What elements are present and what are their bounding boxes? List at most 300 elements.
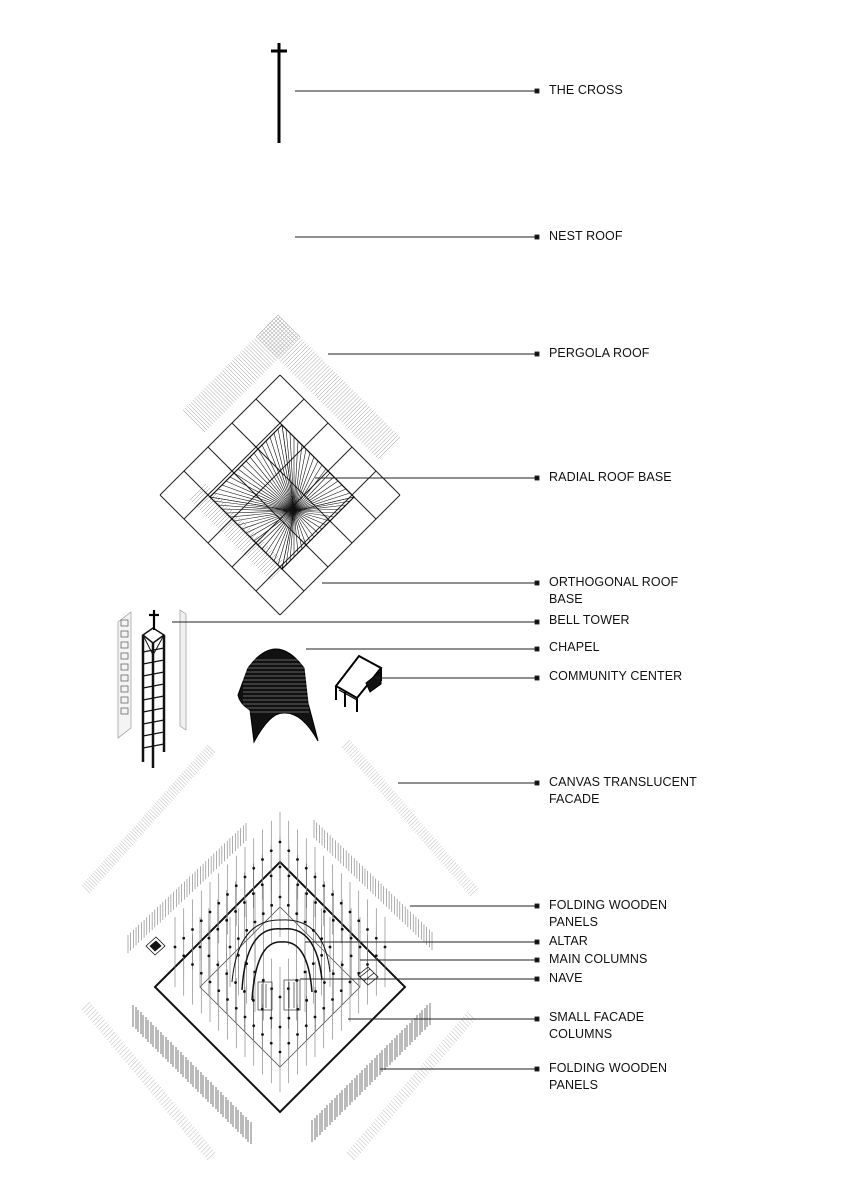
pergola-slat [204,498,220,514]
canvas-slat [151,1085,159,1093]
canvas-slat [457,873,465,881]
pergola-slat [341,400,363,422]
pergola-slat [238,532,254,548]
canvas-slat [461,877,469,885]
canvas-slat [123,839,131,847]
canvas-slat [468,886,476,894]
canvas-slat [459,1021,467,1029]
radial-rib [274,433,294,511]
column-joint [279,1026,282,1029]
pergola-slat [339,398,361,420]
canvas-slat [417,827,425,835]
column-joint [332,919,335,922]
column-joint [305,1024,308,1027]
canvas-slat [383,1110,391,1118]
community-center-volume [336,656,381,712]
canvas-slat [101,1025,109,1033]
canvas-slat [95,1017,103,1025]
column-joint [245,929,248,932]
canvas-slat [136,1067,144,1075]
pergola-slat [234,528,250,544]
column-joint [254,921,257,924]
column-joint [182,954,185,957]
column-joint [279,896,282,899]
column-joint [262,912,265,915]
canvas-slat [134,1065,142,1073]
canvas-slat [166,791,174,799]
canvas-slat [157,801,165,809]
pergola-slat [366,425,388,447]
pergola-slat [358,417,380,439]
pergola-slat [230,524,246,540]
label-nest-roof: NEST ROOF [549,229,623,243]
canvas-slat [455,871,463,879]
canvas-slat [196,757,204,765]
canvas-slat [432,844,440,852]
column-joint [270,849,273,852]
pergola-slat [337,396,359,418]
canvas-slat [82,885,90,893]
canvas-slat [427,1059,435,1067]
pergola-slat [256,315,278,337]
canvas-slat [168,789,176,797]
canvas-slat [95,871,103,879]
canvas-slat [202,751,210,759]
canvas-slat [148,811,156,819]
pergola-slat [374,433,396,455]
canvas-slat [138,1070,146,1078]
label-small-facade-columns [549,1009,644,1043]
pergola-slat [278,337,300,359]
pergola-slat [350,409,372,431]
canvas-slat [435,1049,443,1057]
canvas-slat [424,835,432,843]
canvas-slat [126,1055,134,1063]
canvas-slat [377,1117,385,1125]
column-joint [287,849,290,852]
column-joint [279,1051,282,1054]
canvas-slat [143,817,151,825]
canvas-slat [388,793,396,801]
label-line: COLUMNS [549,1027,613,1041]
column-joint [279,841,282,844]
canvas-slat [161,797,169,805]
canvas-slat [190,1132,198,1140]
canvas-slat [102,863,110,871]
canvas-slat [170,1107,178,1115]
pergola-slat [198,492,214,508]
column-joint [225,919,228,922]
canvas-slat [177,779,185,787]
main-columns [175,812,385,1092]
canvas-slat [207,1152,215,1160]
pergola-slat [321,380,343,402]
pergola-slat [329,388,351,410]
canvas-slat [437,850,445,858]
pergola-slat [276,335,298,357]
canvas-slat [128,833,136,841]
canvas-slat [96,869,104,877]
canvas-slat [399,1091,407,1099]
column-joint [217,902,220,905]
canvas-slat [369,772,377,780]
canvas-slat [188,1130,196,1138]
column-joint [191,928,194,931]
canvas-slat [347,1152,355,1160]
canvas-slat [404,812,412,820]
canvas-slat [100,865,108,873]
canvas-slat [115,1042,123,1050]
pergola-slat [266,325,288,347]
column-joint [252,1024,255,1027]
radial-rib [238,511,294,525]
column-joint [323,981,326,984]
canvas-slat [360,761,368,769]
pergola-slat [236,530,252,546]
column-joint [314,901,317,904]
bell-tower [118,610,186,768]
label-line: BASE [549,592,583,606]
canvas-slat [465,1014,473,1022]
pergola-slat [378,437,400,459]
column-joint [357,919,360,922]
canvas-slat [109,1035,117,1043]
pergola-slat [260,554,276,570]
canvas-slat [430,841,438,849]
column-joint [287,904,290,907]
canvas-slat [425,1061,433,1069]
canvas-slat [373,1122,381,1130]
canvas-slat [120,1047,128,1055]
pergola-slat [200,494,216,510]
canvas-slat [401,808,409,816]
column-joint [341,963,344,966]
canvas-slat [86,881,94,889]
pergola-slat [370,429,392,451]
canvas-slat [355,755,363,763]
pergola-slat [280,339,302,361]
canvas-slat [409,1080,417,1088]
column-joint [225,972,228,975]
canvas-slat [366,767,374,775]
canvas-slat [377,780,385,788]
pergola-slat [214,508,230,524]
radial-rib [294,511,322,529]
canvas-slat [88,1010,96,1018]
canvas-slat [86,1007,94,1015]
canvas-slat [201,1145,209,1153]
canvas-slat [353,753,361,761]
column-joint [314,990,317,993]
canvas-slat [391,1101,399,1109]
canvas-slat [165,1102,173,1110]
column-joint [226,998,229,1001]
grid-line [160,495,280,615]
pergola-slat [291,350,313,372]
column-joint [323,910,326,913]
column-joint [375,954,378,957]
label-line: FACADE [549,792,600,806]
column-joint [244,1016,247,1019]
column-joint [349,981,352,984]
canvas-slat [353,1145,361,1153]
pergola-slat [303,362,325,384]
grid-line [160,375,280,495]
grid-line [208,423,328,543]
canvas-slat [191,763,199,771]
canvas-slat [90,1012,98,1020]
column-joint [314,1016,317,1019]
canvas-slat [182,773,190,781]
pergola-slat [313,372,335,394]
canvas-slat [349,1150,357,1158]
pergola-slat [368,427,390,449]
canvas-slat [159,799,167,807]
canvas-slat [145,1077,153,1085]
column-joint [243,901,246,904]
canvas-slat [207,745,215,753]
column-joint [341,928,344,931]
label-community-center: COMMUNITY CENTER [549,669,683,683]
pergola-slat [311,370,333,392]
canvas-slat [195,759,203,767]
canvas-slat [82,1002,90,1010]
column-joint [261,1033,264,1036]
canvas-slat [395,1096,403,1104]
canvas-slat [382,787,390,795]
canvas-slat [461,1019,469,1027]
canvas-slat [186,769,194,777]
column-joint [384,946,387,949]
canvas-slat [410,818,418,826]
canvas-slat [198,755,206,763]
pergola-slat [327,386,349,408]
pergola-slat [216,510,232,526]
canvas-slat [407,1082,415,1090]
canvas-slat [186,1127,194,1135]
pergola-slat [360,419,382,441]
canvas-slat [421,831,429,839]
canvas-slat [463,1017,471,1025]
column-joint [235,884,238,887]
canvas-slat [205,1150,213,1158]
column-joint [305,999,308,1002]
column-joint [296,1033,299,1036]
column-joint [216,928,219,931]
column-joint [296,858,299,861]
radial-roof-base [210,425,354,569]
column-joint [287,1042,290,1045]
canvas-slat [375,1119,383,1127]
canvas-slat [98,867,106,875]
canvas-slat [451,1031,459,1039]
pergola-slat [364,423,386,445]
label-line: ORTHOGONAL ROOF [549,575,679,589]
canvas-slat [439,852,447,860]
canvas-slat [195,1137,203,1145]
canvas-slat [421,1066,429,1074]
column-joint [270,904,273,907]
canvas-slat [146,813,154,821]
canvas-slat [178,1117,186,1125]
canvas-slat [435,848,443,856]
column-joint [305,867,308,870]
canvas-slat [182,1122,190,1130]
canvas-slat [197,1140,205,1148]
canvas-slat [107,1032,115,1040]
pergola-slat [343,402,365,424]
canvas-slat [439,1045,447,1053]
canvas-slat [431,1054,439,1062]
canvas-slat [180,1120,188,1128]
canvas-slat [365,1131,373,1139]
canvas-slat [99,1022,107,1030]
column-joint [296,883,299,886]
canvas-slat [111,853,119,861]
canvas-slat [397,1094,405,1102]
pergola-slat [287,346,309,368]
pergola-slat [222,516,238,532]
pergola-slat [284,343,306,365]
canvas-slat [128,1057,136,1065]
label-altar: ALTAR [549,934,588,948]
column-joint [287,1017,290,1020]
pergola-slat [293,352,315,374]
canvas-slat [423,1063,431,1071]
column-joint [312,962,315,965]
column-joint [270,1017,273,1020]
canvas-slat [358,759,366,767]
canvas-slat [361,1136,369,1144]
canvas-slat [380,784,388,792]
canvas-slat [111,1037,119,1045]
canvas-slat [103,861,111,869]
canvas-slat [187,767,195,775]
pergola-slat [262,556,278,572]
label-line: SMALL FACADE [549,1010,645,1024]
canvas-slat [453,1028,461,1036]
label-nave: NAVE [549,971,583,985]
pergola-slat [301,360,323,382]
canvas-slat [457,1024,465,1032]
canvas-slat [152,807,160,815]
canvas-slat [465,882,473,890]
canvas-slat [93,873,101,881]
pergola-slat [246,540,262,556]
column-joint [234,910,237,913]
pergola-slat [270,329,292,351]
canvas-slat [445,1038,453,1046]
column-joint [252,867,255,870]
canvas-slat [192,1135,200,1143]
pergola-slat [264,323,286,345]
pergola-slat [268,327,290,349]
column-joint [207,954,210,957]
label-main-columns: MAIN COLUMNS [549,952,648,966]
canvas-slat [139,821,147,829]
column-joint [322,1007,325,1010]
canvas-slat [459,875,467,883]
column-joint [340,989,343,992]
canvas-slat [105,1030,113,1038]
canvas-slat [164,793,172,801]
pergola-slat [356,415,378,437]
pergola-slat [210,504,226,520]
canvas-slat [105,859,113,867]
pergola-slat [272,331,294,353]
column-joint [174,946,177,949]
canvas-slat [452,867,460,875]
canvas-slat [193,761,201,769]
canvas-slat [393,799,401,807]
canvas-slat [411,1077,419,1085]
canvas-slat [454,869,462,877]
canvas-slat [433,846,441,854]
column-joint [262,979,265,982]
column-joint [200,919,203,922]
canvas-slat [203,749,211,757]
column-joint [217,989,220,992]
canvas-slat [163,1100,171,1108]
canvas-slat [446,861,454,869]
column-joint [270,1042,273,1045]
pergola-slat [335,394,357,416]
canvas-slat [379,1115,387,1123]
canvas-slat [184,771,192,779]
column-joint [322,884,325,887]
canvas-slat [369,1126,377,1134]
canvas-slat [97,1020,105,1028]
canvas-slat [363,1133,371,1141]
canvas-slat [415,825,423,833]
column-joint [207,937,210,940]
pergola-slat [307,366,329,388]
canvas-slat [167,1105,175,1113]
canvas-slat [371,1124,379,1132]
pergola-slat [319,378,341,400]
canvas-slat [117,1045,125,1053]
canvas-slat [173,783,181,791]
pergola-slat [260,319,282,341]
canvas-slat [417,1070,425,1078]
canvas-slat [355,1143,363,1151]
pergola-slat [256,550,272,566]
canvas-slat [171,785,179,793]
canvas-slat [413,1075,421,1083]
canvas-slat [362,763,370,771]
canvas-slat [422,833,430,841]
cross-element [271,43,287,143]
canvas-slat [426,837,434,845]
column-joint [199,946,202,949]
canvas-slat [368,770,376,778]
canvas-slat [371,774,379,782]
canvas-slat [122,1050,130,1058]
canvas-slat [346,744,354,752]
column-joint [279,996,282,999]
label-folding-wooden-panels-upper [549,897,667,931]
canvas-slat [390,795,398,803]
pergola-slat [282,341,304,363]
canvas-slat [109,855,117,863]
column-joint [295,912,298,915]
canvas-slat [140,1072,148,1080]
canvas-slat [389,1103,397,1111]
canvas-slat [137,823,145,831]
canvas-slat [136,825,144,833]
label-line: FOLDING WOODEN [549,1061,668,1075]
canvas-slat [393,1098,401,1106]
